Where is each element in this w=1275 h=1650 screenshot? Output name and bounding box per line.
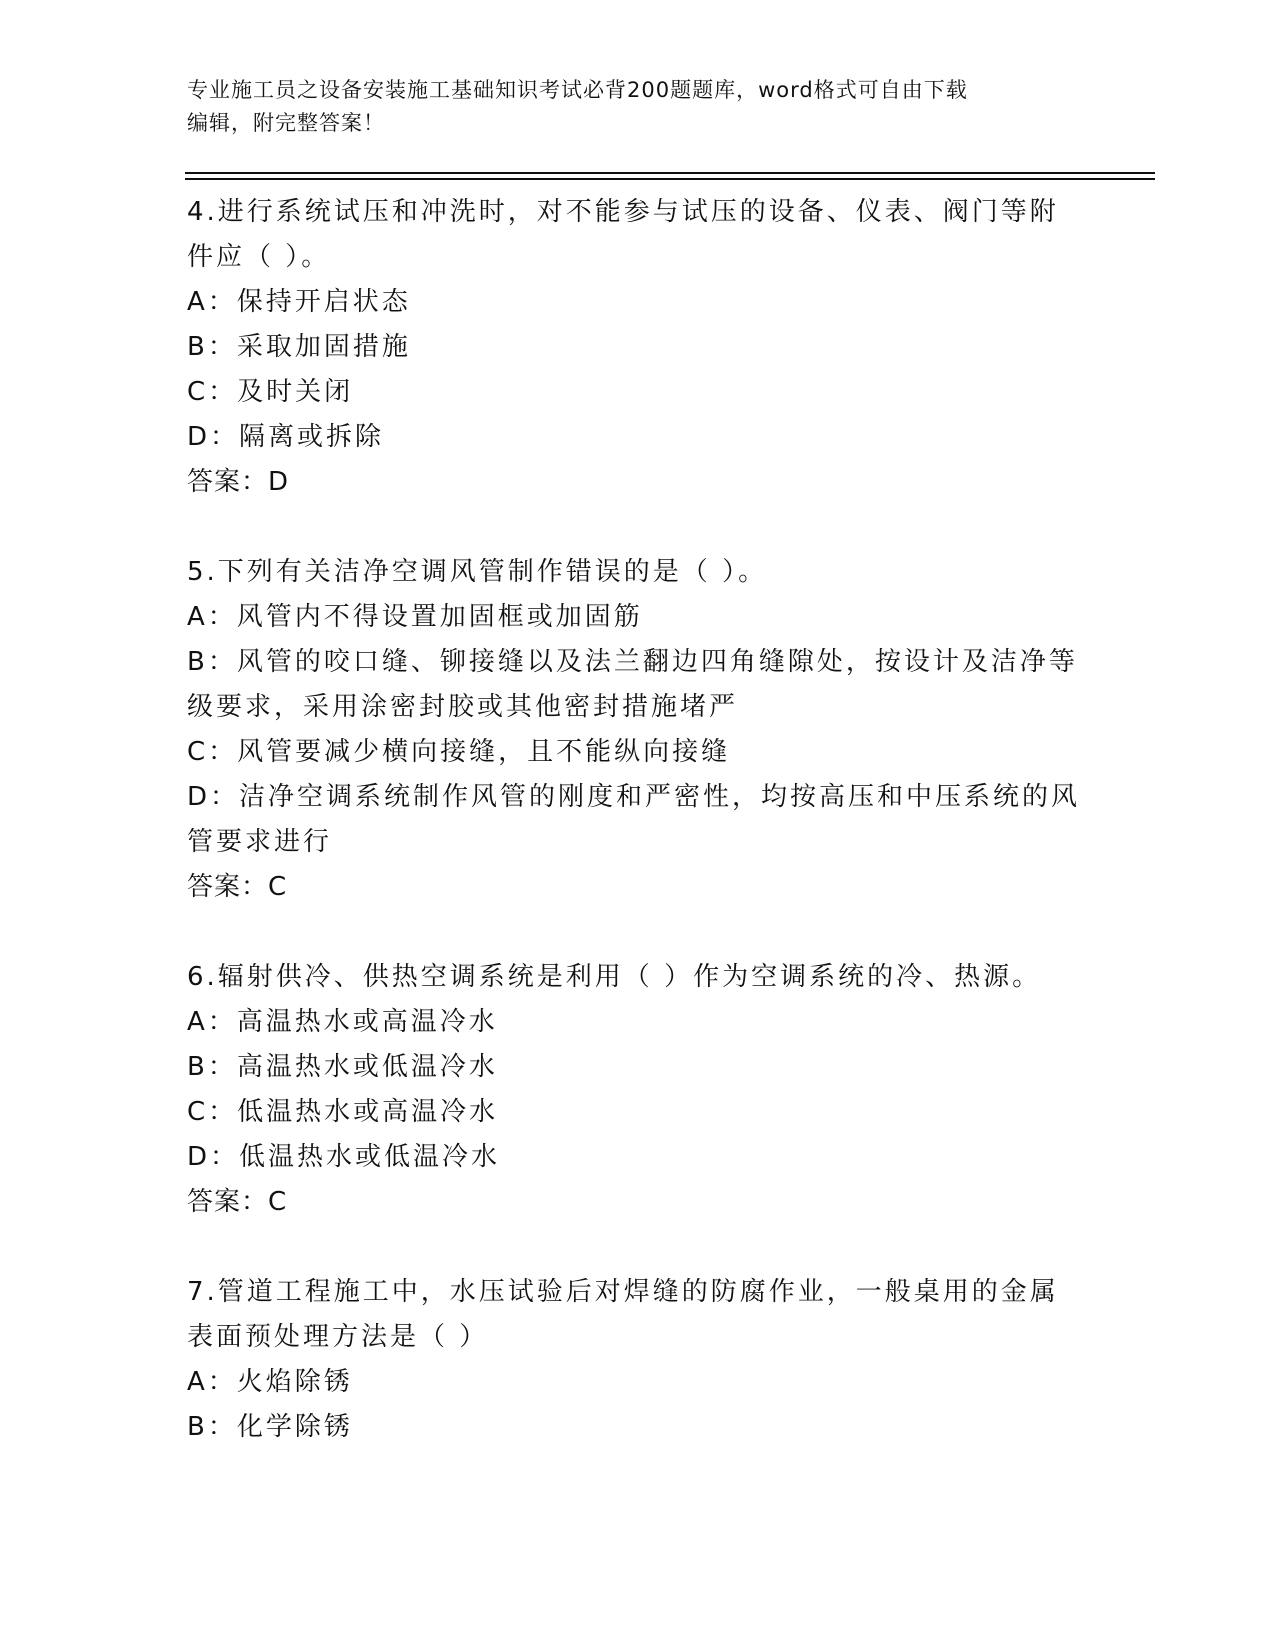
question-stem-line: 5.下列有关洁净空调风管制作错误的是（ ）。 bbox=[187, 557, 768, 587]
answer-line: 答案：D bbox=[187, 467, 290, 497]
option-line: D：低温热水或低温冷水 bbox=[187, 1142, 501, 1172]
header-line-1: 专业施工员之设备安装施工基础知识考试必背200题题库，word格式可自由下载 bbox=[187, 78, 968, 102]
header-divider-top bbox=[185, 172, 1155, 174]
option-line: D：洁净空调系统制作风管的刚度和严密性，均按高压和中压系统的风 bbox=[187, 782, 1081, 812]
option-line: C：低温热水或高温冷水 bbox=[187, 1097, 499, 1127]
option-line: A：保持开启状态 bbox=[187, 287, 411, 317]
option-line: B：化学除锈 bbox=[187, 1412, 353, 1442]
option-line: B：高温热水或低温冷水 bbox=[187, 1052, 498, 1082]
option-line: A：高温热水或高温冷水 bbox=[187, 1007, 498, 1037]
document-header bbox=[187, 74, 1087, 140]
option-line: B：采取加固措施 bbox=[187, 332, 411, 362]
question-stem-line: 6.辐射供冷、供热空调系统是利用（ ）作为空调系统的冷、热源。 bbox=[187, 962, 1042, 992]
question-stem-line: 表面预处理方法是（ ） bbox=[187, 1322, 489, 1352]
question-block bbox=[187, 550, 1087, 910]
option-line: C：风管要减少横向接缝，且不能纵向接缝 bbox=[187, 737, 731, 767]
header-line-2: 编辑，附完整答案！ bbox=[187, 111, 385, 135]
option-line: B：风管的咬口缝、铆接缝以及法兰翻边四角缝隙处，按设计及洁净等 bbox=[187, 647, 1078, 677]
header-divider-bottom bbox=[185, 178, 1155, 180]
question-list bbox=[187, 190, 1087, 1495]
option-line: A：风管内不得设置加固框或加固筋 bbox=[187, 602, 643, 632]
question-block bbox=[187, 1270, 1087, 1450]
option-line: 级要求，采用涂密封胶或其他密封措施堵严 bbox=[187, 692, 739, 722]
question-stem-line: 件应（ ）。 bbox=[187, 242, 331, 272]
answer-line: 答案：C bbox=[187, 1187, 288, 1217]
question-stem-line: 7.管道工程施工中，水压试验后对焊缝的防腐作业，一般桌用的金属 bbox=[187, 1277, 1059, 1307]
question-stem-line: 4.进行系统试压和冲洗时，对不能参与试压的设备、仪表、阀门等附 bbox=[187, 197, 1059, 227]
answer-line: 答案：C bbox=[187, 872, 288, 902]
option-line: D：隔离或拆除 bbox=[187, 422, 385, 452]
question-block bbox=[187, 955, 1087, 1225]
option-line: A：火焰除锈 bbox=[187, 1367, 353, 1397]
option-line: 管要求进行 bbox=[187, 827, 333, 857]
option-line: C：及时关闭 bbox=[187, 377, 354, 407]
question-block bbox=[187, 190, 1087, 505]
